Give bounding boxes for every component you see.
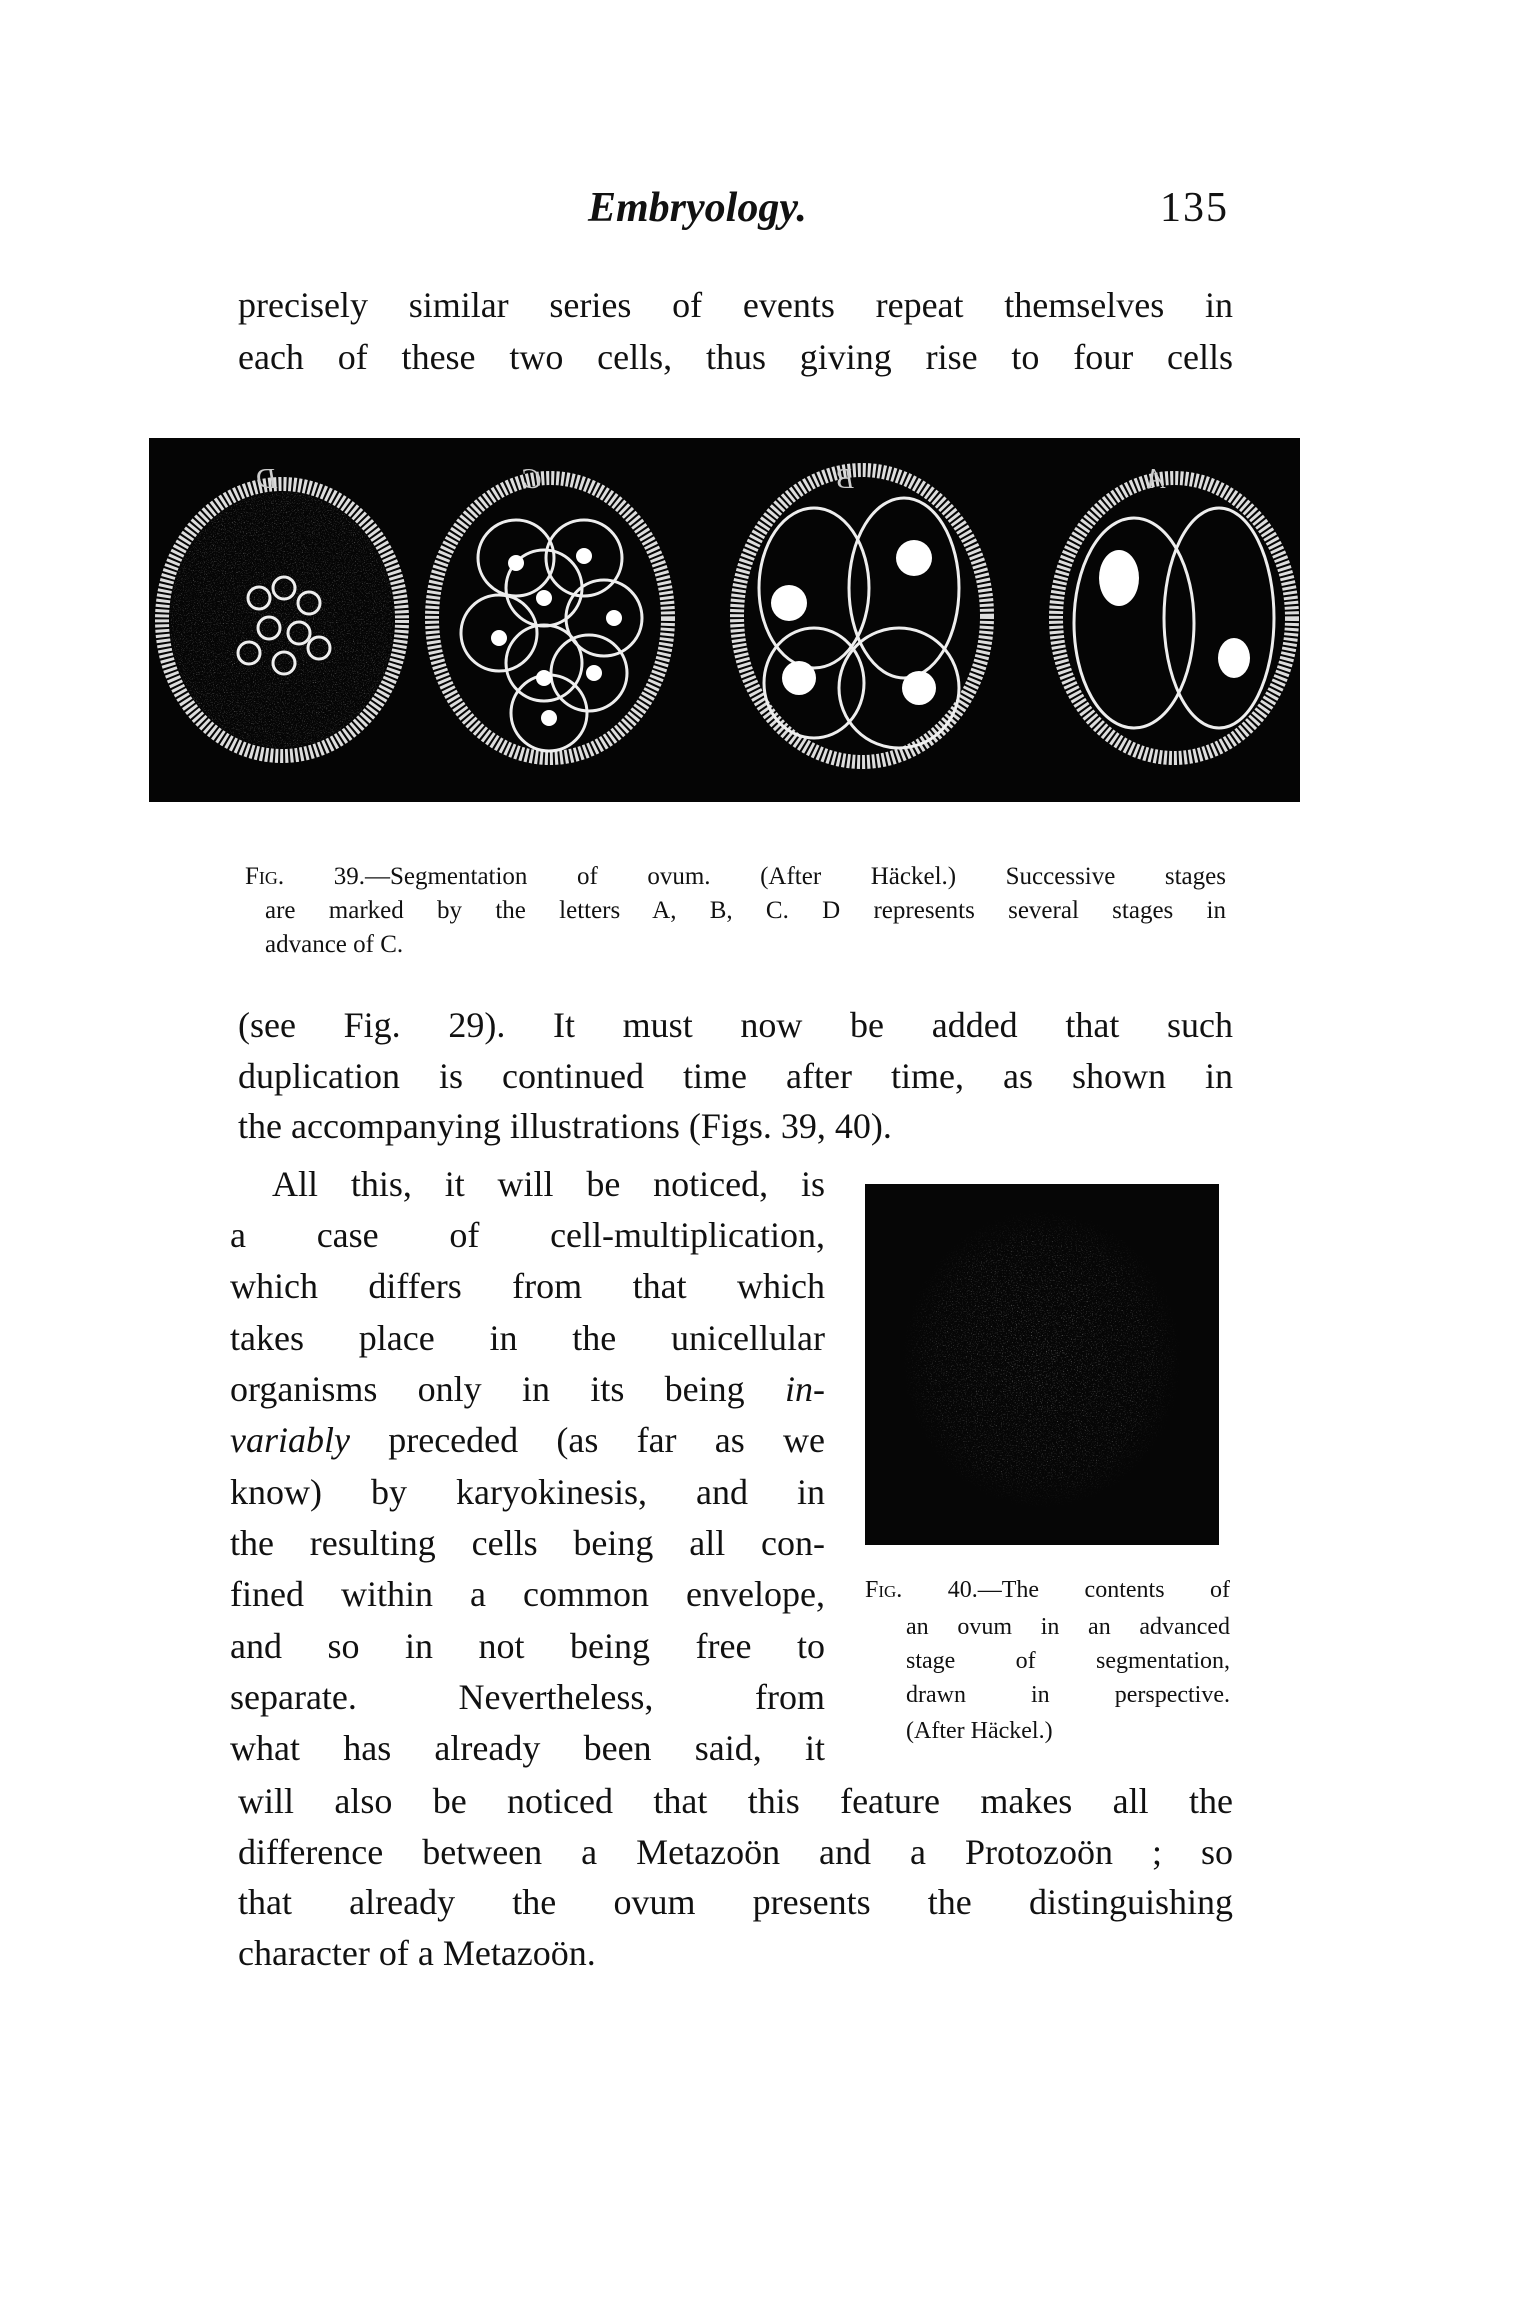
text-segment: preceded (as far as we — [349, 1420, 825, 1460]
stage-label-b: B — [836, 464, 854, 495]
caption-text: advance of C. — [265, 931, 404, 958]
cells-stage-b — [759, 498, 959, 748]
text-line: what has already been said, it — [230, 1728, 825, 1768]
text-line: separate. Nevertheless, from — [230, 1677, 825, 1717]
text-line: know) by karyokinesis, and in — [230, 1472, 825, 1512]
caption-text: an ovum in an advanced — [906, 1614, 1230, 1640]
text-line: All this, it will be noticed, is — [272, 1164, 825, 1204]
caption-text: —The contents of — [977, 1577, 1230, 1603]
italic-segment: in- — [785, 1369, 825, 1409]
text-line: each of these two cells, thus giving rise to four cells — [238, 337, 1233, 377]
text-line: will also be noticed that this feature makes all the — [238, 1781, 1233, 1821]
text-line: which differs from that which — [230, 1266, 825, 1306]
caption-text: —Segmentation of ovum. (After Häckel.) Successive stages — [364, 863, 1226, 890]
ovum-envelope-a — [1056, 478, 1292, 758]
page-number: 135 — [1160, 185, 1229, 231]
italic-segment: variably — [230, 1420, 350, 1460]
text-line: fined within a common envelope, — [230, 1574, 825, 1614]
text-line: the resulting cells being all con- — [230, 1523, 825, 1563]
caption-text: (After Häckel.) — [906, 1718, 1053, 1744]
text-line — [230, 1363, 825, 1415]
text-line: (see Fig. 29). It must now be added that such — [238, 1005, 1233, 1045]
figure-40-ovum-perspective — [865, 1184, 1219, 1545]
text-line: duplication is continued time after time, as shown in — [238, 1056, 1233, 1096]
figure-label: Fig. 40. — [865, 1577, 978, 1603]
caption-text: drawn in perspective. — [906, 1682, 1230, 1708]
stage-label-d: D — [256, 464, 277, 495]
stage-label-a: A — [1146, 464, 1164, 495]
text-line — [230, 1414, 825, 1466]
figure-label: Fig. 39. — [245, 863, 365, 890]
text-line: difference between a Metazoön and a Protozoön ; so — [238, 1832, 1233, 1872]
text-line: that already the ovum presents the distinguishing — [238, 1882, 1233, 1922]
stage-label-c: C — [523, 464, 542, 495]
figure-39-ovum-segmentation — [149, 438, 1300, 802]
text-line: character of a Metazoön. — [238, 1933, 596, 1973]
text-segment: organisms only in its being — [230, 1369, 785, 1409]
caption-text: stage of segmentation, — [906, 1648, 1230, 1674]
text-line: and so in not being free to — [230, 1626, 825, 1666]
text-line: takes place in the unicellular — [230, 1318, 825, 1358]
running-title: Embryology. — [588, 185, 807, 231]
text-line: a case of cell-multiplication, — [230, 1215, 825, 1255]
caption-text: are marked by the letters A, B, C. D represents several stages in — [265, 897, 1226, 924]
ovum-perspective-illustration — [865, 1184, 1219, 1545]
text-line: the accompanying illustrations (Figs. 39, 40). — [238, 1106, 892, 1146]
cells-stage-a — [1074, 508, 1274, 728]
ovum-stages-illustration — [149, 438, 1300, 802]
text-line: precisely similar series of events repeat themselves in — [238, 285, 1233, 325]
